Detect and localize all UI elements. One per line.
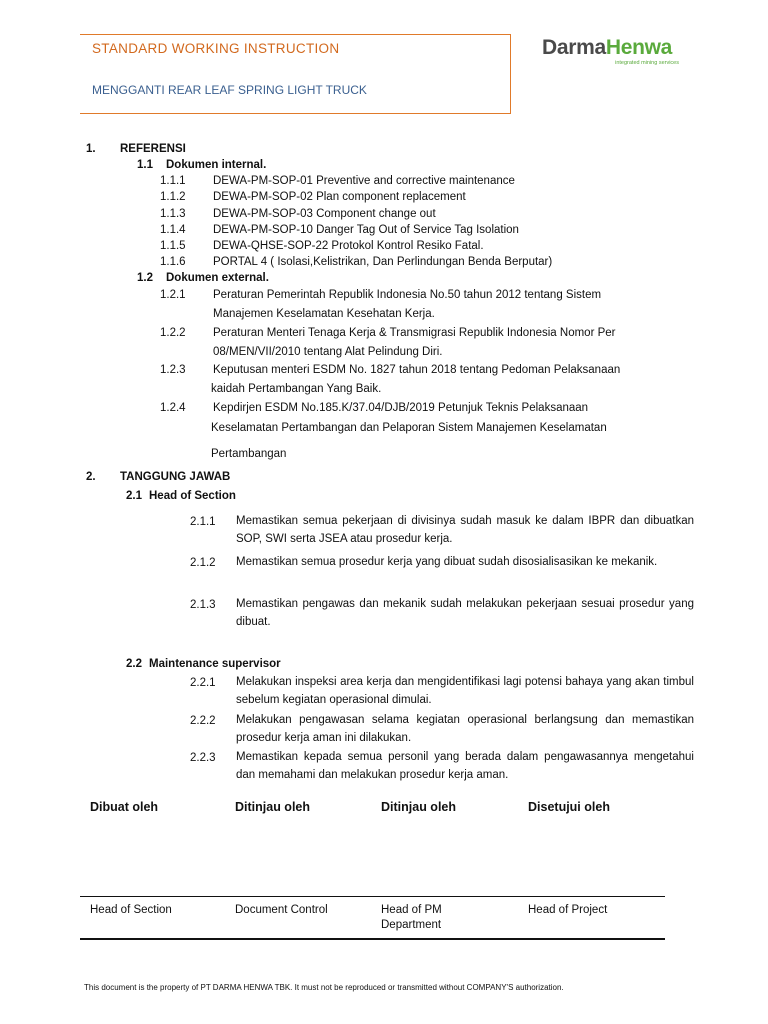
item-text: Memastikan kepada semua personil yang berada dalam pengawasannya mengetahui dan memahami dan melakukan prosedur kerja aman. — [236, 751, 694, 781]
ref-number: 1.2.2 — [160, 327, 186, 339]
document-type: STANDARD WORKING INSTRUCTION — [92, 41, 340, 56]
ref-number: 1.2.1 — [160, 289, 186, 301]
signature-label-reviewed: Ditinjau oleh — [235, 800, 310, 814]
logo-word-henwa: Henwa — [605, 36, 673, 59]
signer-role: Head of Section — [90, 904, 172, 916]
subsection-title: Head of Section — [149, 490, 236, 502]
ref-text: DEWA-PM-SOP-01 Preventive and corrective maintenance — [213, 175, 515, 187]
subsection-number: 1.1 — [137, 159, 153, 171]
subsection-number: 1.2 — [137, 272, 153, 284]
ref-text: 08/MEN/VII/2010 tentang Alat Pelindung Diri. — [213, 346, 443, 358]
item-number: 2.1.3 — [190, 599, 216, 611]
ref-number: 1.1.6 — [160, 256, 186, 268]
ref-number: 1.1.5 — [160, 240, 186, 252]
signature-top-rule — [80, 896, 665, 897]
ref-text: DEWA-PM-SOP-02 Plan component replacement — [213, 191, 466, 203]
footer-disclaimer: This document is the property of PT DARMA HENWA TBK. It must not be reproduced or transmitted without COMPANY'S authorization. — [84, 983, 564, 992]
section-title: TANGGUNG JAWAB — [120, 471, 231, 483]
item-number: 2.2.2 — [190, 715, 216, 727]
ref-text: Manajemen Keselamatan Kesehatan Kerja. — [213, 308, 435, 320]
signature-label-reviewed: Ditinjau oleh — [381, 800, 456, 814]
ref-text: kaidah Pertambangan Yang Baik. — [211, 383, 382, 395]
item-text: Melakukan pengawasan selama kegiatan operasional berlangsung dan memastikan prosedur kerja aman ini dilakukan. — [236, 714, 694, 744]
ref-text: DEWA-QHSE-SOP-22 Protokol Kontrol Resiko Fatal. — [213, 240, 484, 252]
logo-word-darma: Darma — [542, 36, 606, 59]
company-logo — [542, 36, 687, 70]
subsection-title: Dokumen external. — [166, 272, 269, 284]
ref-text: Kepdirjen ESDM No.185.K/37.04/DJB/2019 Petunjuk Teknis Pelaksanaan — [213, 402, 589, 414]
header-box — [80, 34, 511, 114]
item-text: Melakukan inspeksi area kerja dan mengidentifikasi lagi potensi bahaya yang akan timbul sebelum kegiatan operasional dimulai. — [236, 676, 694, 706]
signature-bottom-rule — [80, 938, 665, 940]
section-title: REFERENSI — [120, 143, 186, 155]
ref-text: PORTAL 4 ( Isolasi,Kelistrikan, Dan Perlindungan Benda Berputar) — [213, 256, 553, 268]
item-number: 2.1.1 — [190, 516, 216, 528]
ref-number: 1.2.4 — [160, 402, 186, 414]
ref-number: 1.1.4 — [160, 224, 186, 236]
ref-text: Peraturan Menteri Tenaga Kerja & Transmigrasi Republik Indonesia Nomor Per — [213, 327, 616, 339]
signer-role: Document Control — [235, 904, 328, 916]
item-number: 2.1.2 — [190, 557, 216, 569]
subsection-title: Dokumen internal. — [166, 159, 267, 171]
ref-number: 1.1.3 — [160, 208, 186, 220]
ref-text: Keputusan menteri ESDM No. 1827 tahun 2018 tentang Pedoman Pelaksanaan — [213, 364, 621, 376]
section-number: 2. — [86, 471, 96, 483]
subsection-number: 2.2 — [126, 658, 142, 670]
section-number: 1. — [86, 143, 96, 155]
ref-text: Peraturan Pemerintah Republik Indonesia No.50 tahun 2012 tentang Sistem — [213, 289, 602, 301]
ref-number: 1.2.3 — [160, 364, 186, 376]
signer-role: Head of Project — [528, 904, 608, 916]
item-text: Memastikan semua pekerjaan di divisinya sudah masuk ke dalam IBPR dan dibuatkan SOP, SWI serta JSEA atau prosedur kerja. — [236, 515, 694, 545]
item-text: Memastikan pengawas dan mekanik sudah melakukan pekerjaan sesuai prosedur yang dibuat. — [236, 598, 694, 628]
logo-tagline: integrated mining services — [615, 60, 679, 66]
subsection-title: Maintenance supervisor — [149, 658, 281, 670]
ref-number: 1.1.2 — [160, 191, 186, 203]
ref-text: DEWA-PM-SOP-10 Danger Tag Out of Service Tag Isolation — [213, 224, 519, 236]
document-title: MENGGANTI REAR LEAF SPRING LIGHT TRUCK — [92, 83, 367, 97]
item-number: 2.2.3 — [190, 752, 216, 764]
signer-role: Head of PM Department — [381, 904, 442, 931]
item-number: 2.2.1 — [190, 677, 216, 689]
ref-text: Pertambangan — [211, 448, 287, 460]
ref-text: Keselamatan Pertambangan dan Pelaporan Sistem Manajemen Keselamatan — [211, 422, 607, 434]
signature-label-approved: Disetujui oleh — [528, 800, 610, 814]
signature-label-prepared: Dibuat oleh — [90, 800, 159, 814]
item-text: Memastikan semua prosedur kerja yang dibuat sudah disosialisasikan ke mekanik. — [236, 556, 658, 568]
ref-number: 1.1.1 — [160, 175, 186, 187]
ref-text: DEWA-PM-SOP-03 Component change out — [213, 208, 436, 220]
subsection-number: 2.1 — [126, 490, 142, 502]
